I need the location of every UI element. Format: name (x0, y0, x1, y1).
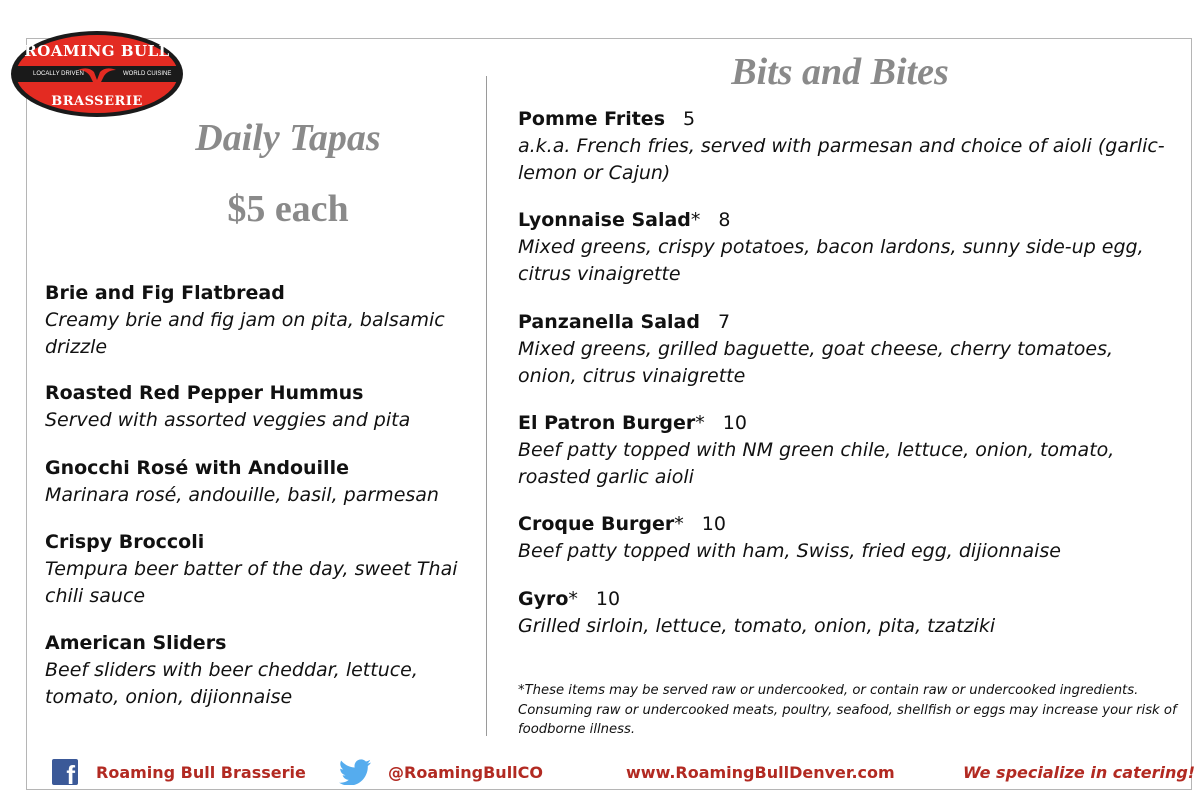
item-price: 10 (595, 588, 621, 610)
tapas-title: Daily Tapas (195, 117, 381, 159)
item-description: Tempura beer batter of the day, sweet Thai chili sauce (45, 558, 458, 607)
logo-right-text: WORLD CUISINE (123, 71, 172, 77)
item-asterisk: * (690, 209, 701, 231)
logo-top-text: ROAMING BULL (24, 42, 170, 60)
item-description: Beef sliders with beer cheddar, lettuce, tomato, onion, dijionnaise (45, 659, 418, 708)
tapas-item (45, 455, 465, 509)
column-divider (486, 76, 487, 736)
logo-left-text: LOCALLY DRIVEN (33, 71, 84, 77)
footer-catering (963, 758, 1195, 786)
bites-title: Bits and Bites (731, 51, 949, 93)
item-price: 7 (717, 311, 731, 333)
item-description: Mixed greens, grilled baguette, goat cheese, cherry tomatoes, onion, citrus vinaigrette (518, 338, 1114, 387)
item-description: Beef patty topped with NM green chile, lettuce, onion, tomato, roasted garlic aioli (518, 439, 1115, 488)
facebook-handle[interactable]: Roaming Bull Brasserie (96, 762, 306, 782)
footer-facebook[interactable] (52, 758, 306, 790)
item-name: Gnocchi Rosé with Andouille (45, 457, 349, 479)
bites-item (518, 586, 1168, 640)
bites-item (518, 207, 1168, 288)
tapas-item (45, 280, 465, 361)
tapas-item (45, 529, 465, 610)
item-name: American Sliders (45, 632, 227, 654)
catering-tagline: We specialize in catering! (963, 762, 1196, 782)
logo-bottom-text: BRASSERIE (51, 94, 143, 109)
item-name: Brie and Fig Flatbread (45, 282, 285, 304)
item-price: 10 (722, 412, 747, 434)
item-name: Crispy Broccoli (45, 531, 205, 553)
item-price: 10 (701, 513, 726, 535)
item-description: a.k.a. French fries, served with parmesan and choice of aioli (garlic-lemon or Cajun) (518, 135, 1165, 184)
item-description: Grilled sirloin, lettuce, tomato, onion, pita, tzatziki (518, 615, 996, 637)
website-link[interactable]: www.RoamingBullDenver.com (626, 762, 895, 782)
item-description: Marinara rosé, andouille, basil, parmesan (45, 484, 439, 506)
item-asterisk: * (674, 513, 684, 535)
bites-item (518, 410, 1168, 491)
item-price: 5 (683, 108, 696, 130)
twitter-handle[interactable]: @RoamingBullCO (388, 762, 544, 782)
item-description: Beef patty topped with ham, Swiss, fried egg, dijionnaise (518, 540, 1061, 562)
tapas-item (45, 630, 465, 711)
item-name: Pomme Frites (518, 108, 665, 130)
bites-item (518, 309, 1168, 390)
item-name: Croque Burger (518, 513, 675, 535)
item-price: 8 (718, 209, 731, 231)
footer-twitter[interactable] (338, 758, 543, 786)
brand-logo (10, 30, 184, 118)
item-description: Mixed greens, crispy potatoes, bacon lardons, sunny side-up egg, citrus vinaigrette (518, 236, 1144, 285)
item-name: Panzanella Salad (518, 311, 700, 333)
facebook-icon[interactable]: f (52, 759, 78, 785)
item-description: Creamy brie and fig jam on pita, balsamic drizzle (45, 309, 445, 358)
item-description: Served with assorted veggies and pita (45, 409, 411, 431)
footer-website[interactable] (626, 758, 895, 786)
bites-item (518, 106, 1168, 187)
item-name: Lyonnaise Salad (518, 209, 691, 231)
item-name: Roasted Red Pepper Hummus (45, 382, 364, 404)
item-name: El Patron Burger (518, 412, 696, 434)
twitter-icon[interactable] (338, 759, 372, 785)
item-name: Gyro (518, 588, 569, 610)
food-safety-disclaimer: *These items may be served raw or undercooked, or contain raw or undercooked ingredients. Consuming raw or undercooked meats, poultry, seafood, shellfish or eggs may increase your risk of foodborne illness. (518, 683, 1177, 737)
tapas-item (45, 380, 465, 434)
tapas-price: $5 each (227, 188, 349, 230)
item-asterisk: * (568, 588, 578, 610)
bites-item (518, 511, 1168, 565)
item-asterisk: * (695, 412, 705, 434)
